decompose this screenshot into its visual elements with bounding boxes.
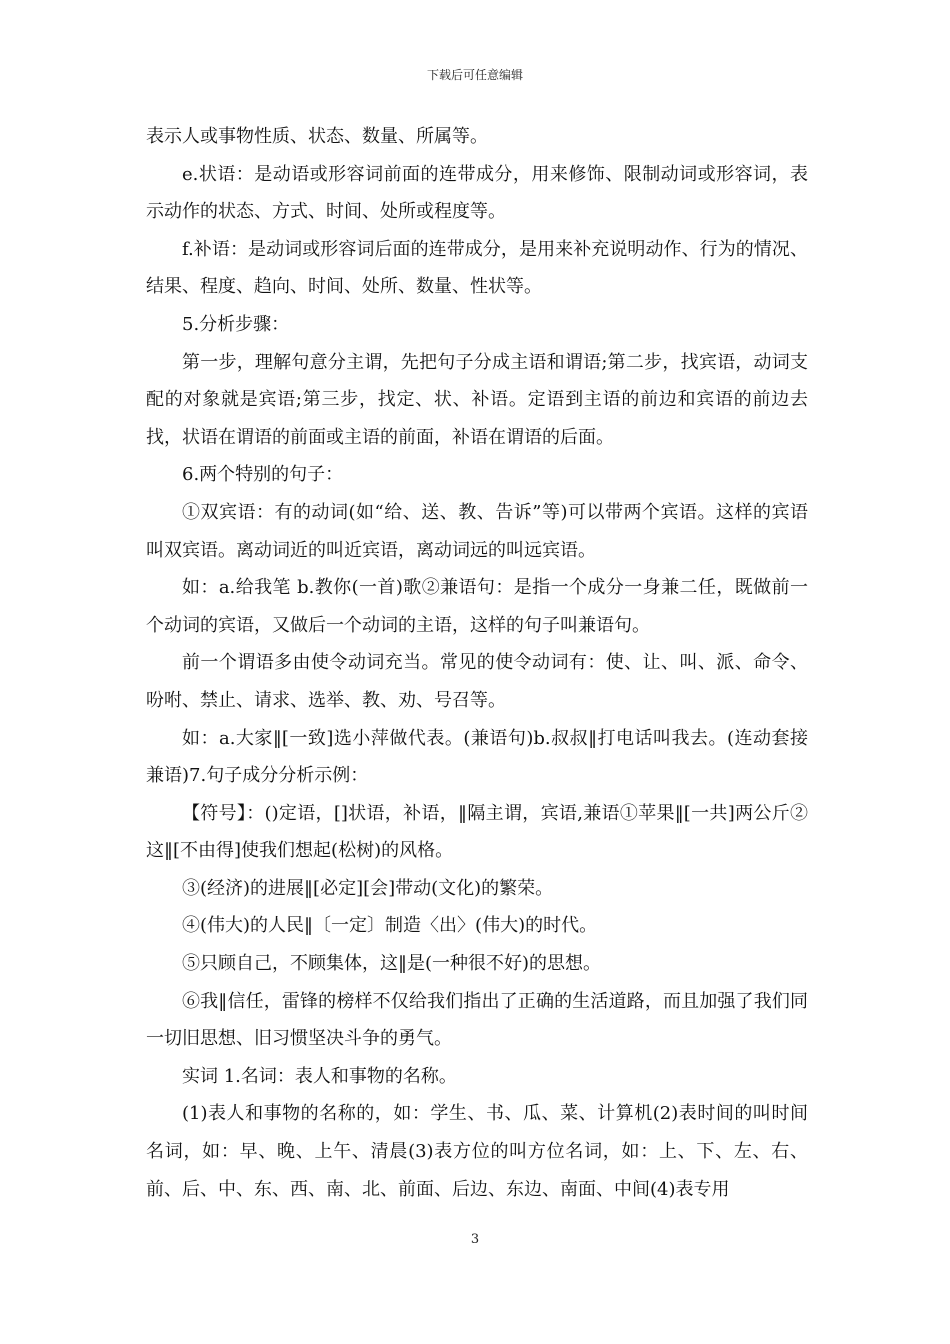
paragraph-causative-verbs: 前一个谓语多由使令动词充当。常见的使令动词有：使、让、叫、派、命令、吩咐、禁止、请求、选举、教、劝、号召等。 <box>146 652 808 711</box>
paragraph-adverbial: e.状语：是动语或形容词前面的连带成分，用来修饰、限制动词或形容词，表示动作的状态、方式、时间、处所或程度等。 <box>146 163 808 223</box>
paragraph-symbols: 【符号】：()定语，[]状语，补语，‖隔主谓，宾语,兼语①苹果‖[一共]两公斤②这‖[不由得]使我们想起(松树)的风格。 <box>146 802 808 862</box>
paragraph-complement: f.补语：是动词或形容词后面的连带成分，是用来补充说明动作、行为的情况、结果、程度、趋向、时间、处所、数量、性状等。 <box>146 238 808 298</box>
section-heading-content-words: 实词 1.名词：表人和事物的名称。 <box>182 1065 457 1087</box>
paragraph-example-6: ⑥我‖信任，雷锋的榜样不仅给我们指出了正确的生活道路，而且加强了我们同一切旧思想、旧习惯坚决斗争的勇气。 <box>146 990 808 1050</box>
paragraph-analysis-steps: 第一步，理解句意分主谓，先把句子分成主语和谓语;第二步，找宾语，动词支配的对象就是宾语;第三步，找定、状、补语。定语到主语的前边和宾语的前边去找，状语在谓语的前面或主语的前面，补语在谓语的后面。 <box>146 351 808 448</box>
paragraph-examples: 如：a.大家‖[一致]选小萍做代表。(兼语句)b.叔叔‖打电话叫我去。(连动套接兼语)7.句子成分分析示例： <box>146 727 808 787</box>
paragraph-example-4: ④(伟大)的人民‖〔一定〕制造〈出〉(伟大)的时代。 <box>182 915 598 937</box>
paragraph-pivotal-sentence: 如：a.给我笔 b.教你(一首)歌②兼语句：是指一个成分一身兼二任，既做前一个动词的宾语，又做后一个动词的主语，这样的句子叫兼语句。 <box>146 577 808 636</box>
document-body <box>146 118 808 1208</box>
section-heading-analysis-steps: 5.分析步骤： <box>182 313 290 335</box>
paragraph-nouns: (1)表人和事物的名称的，如：学生、书、瓜、菜、计算机(2)表时间的叫时间名词，如：早、晚、上午、清晨(3)表方位的叫方位名词，如：上、下、左、右、前、后、中、东、西、南、北、前面、后边、东边、南面、中间(4)表专用 <box>146 1103 808 1200</box>
paragraph-example-3: ③(经济)的进展‖[必定][会]带动(文化)的繁荣。 <box>182 877 554 899</box>
page-number: 3 <box>470 1232 480 1247</box>
paragraph-double-object: ①双宾语：有的动词(如“给、送、教、告诉”等)可以带两个宾语。这样的宾语叫双宾语。离动词近的叫近宾语，离动词远的叫远宾语。 <box>146 501 808 561</box>
page-header: 下载后可任意编辑 <box>426 68 523 82</box>
paragraph-example-5: ⑤只顾自己，不顾集体，这‖是(一种很不好)的思想。 <box>182 953 602 975</box>
section-heading-special-sentences: 6.两个特别的句子： <box>182 464 344 486</box>
paragraph-attributive-continued: 表示人或事物性质、状态、数量、所属等。 <box>146 126 488 147</box>
